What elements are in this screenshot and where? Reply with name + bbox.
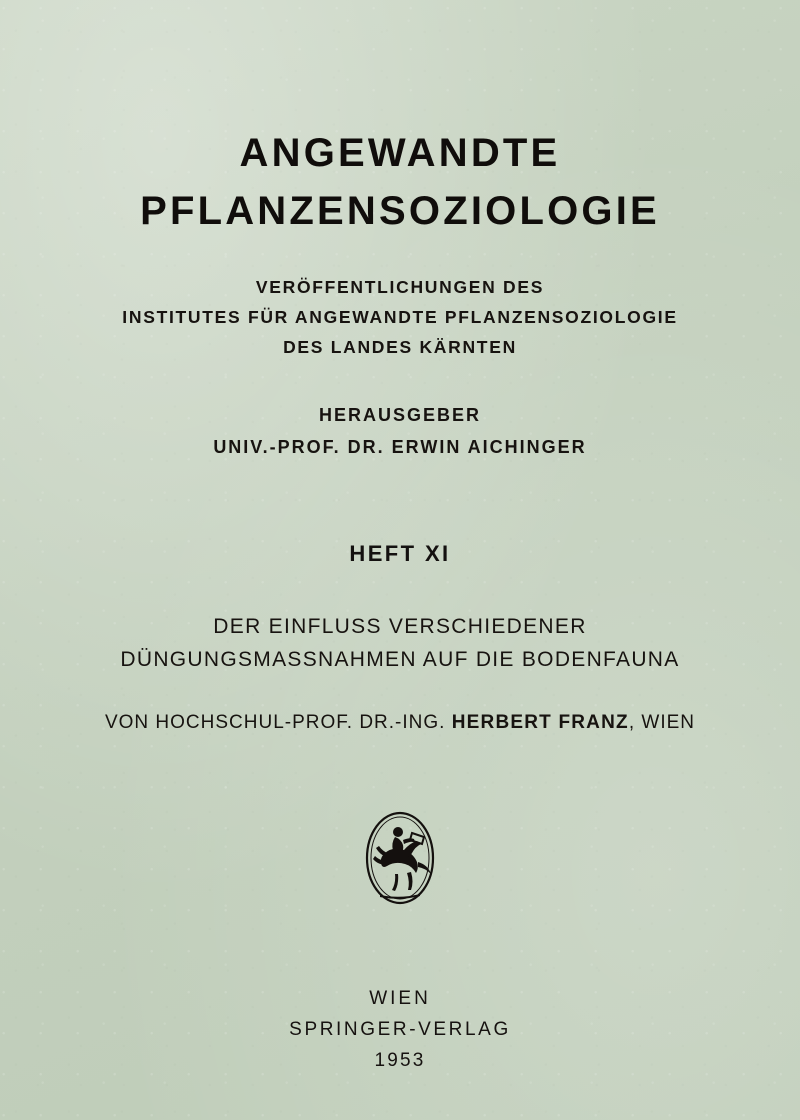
issue-number: HEFT XI bbox=[349, 541, 451, 567]
imprint-publisher: SPRINGER-VERLAG bbox=[289, 1019, 511, 1041]
series-subtitle-line-3: DES LANDES KÄRNTEN bbox=[283, 336, 517, 357]
series-subtitle bbox=[122, 273, 677, 362]
springer-horse-rider-logo-icon bbox=[354, 800, 446, 916]
editor-name: UNIV.-PROF. DR. ERWIN AICHINGER bbox=[213, 436, 587, 457]
series-title bbox=[140, 127, 660, 237]
editor-block bbox=[213, 400, 586, 463]
work-title-line-2: DÜNGUNGSMASSNAHMEN AUF DIE BODENFAUNA bbox=[120, 647, 680, 671]
work-title-line-1: DER EINFLUSS VERSCHIEDENER bbox=[213, 615, 587, 639]
imprint-block bbox=[289, 984, 511, 1076]
imprint-city: WIEN bbox=[369, 988, 431, 1010]
series-subtitle-line-2: INSTITUTES FÜR ANGEWANDTE PFLANZENSOZIOLOGIE bbox=[122, 306, 678, 327]
editor-label: HERAUSGEBER bbox=[318, 405, 482, 426]
imprint-year: 1953 bbox=[374, 1049, 426, 1071]
author-name: HERBERT FRANZ bbox=[451, 712, 629, 734]
author-line bbox=[105, 712, 695, 734]
series-subtitle-line-1: VERÖFFENTLICHUNGEN DES bbox=[255, 277, 545, 297]
publisher-logo bbox=[352, 798, 448, 918]
series-title-line-2: PFLANZENSOZIOLOGIE bbox=[140, 189, 660, 233]
author-prefix: VON HOCHSCHUL-PROF. DR.-ING. bbox=[104, 712, 452, 734]
author-suffix: , WIEN bbox=[628, 712, 695, 734]
series-title-line-1: ANGEWANDTE bbox=[239, 131, 561, 175]
work-title bbox=[120, 611, 679, 676]
